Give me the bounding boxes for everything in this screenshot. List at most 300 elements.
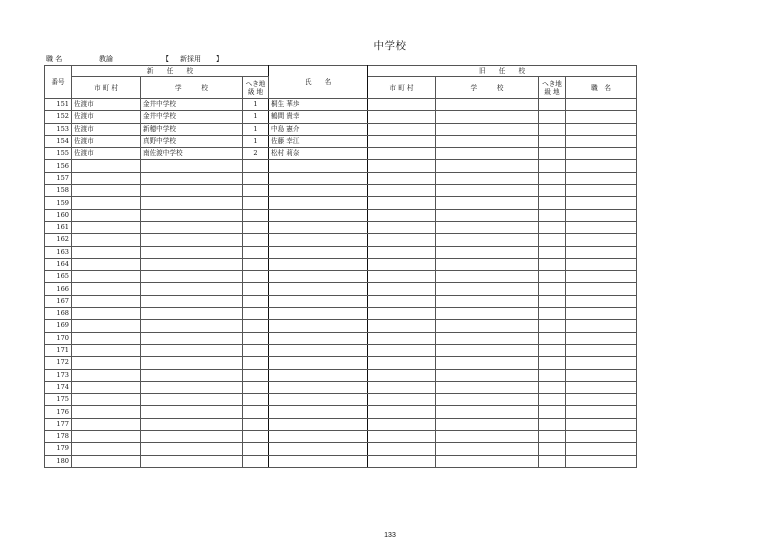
row-number: 171 (45, 344, 72, 356)
post-cell (566, 344, 637, 356)
old-city-cell (368, 197, 436, 209)
old-school-cell (436, 332, 539, 344)
table-row (45, 258, 637, 270)
old-city-cell (368, 394, 436, 406)
old-remote-grade-cell (539, 197, 566, 209)
header-new-remote-grade (243, 77, 269, 99)
name-cell (269, 283, 368, 295)
new-school-cell: 南佐渡中学校 (141, 148, 243, 160)
post-cell (566, 123, 637, 135)
row-number: 159 (45, 197, 72, 209)
new-school-cell (141, 172, 243, 184)
old-remote-grade-cell (539, 357, 566, 369)
name-cell (269, 332, 368, 344)
new-city-cell (72, 246, 141, 258)
row-number: 172 (45, 357, 72, 369)
old-remote-grade-cell (539, 406, 566, 418)
new-school-cell (141, 369, 243, 381)
old-city-cell (368, 99, 436, 111)
new-city-cell (72, 357, 141, 369)
old-school-cell (436, 381, 539, 393)
new-remote-grade-cell (243, 332, 269, 344)
row-number: 155 (45, 148, 72, 160)
post-cell (566, 283, 637, 295)
new-city-cell (72, 431, 141, 443)
old-school-cell (436, 357, 539, 369)
role-value: 教諭 (99, 55, 113, 63)
remote-line1: へき地 (245, 79, 266, 88)
post-cell (566, 418, 637, 430)
table-row (45, 172, 637, 184)
name-cell (269, 344, 368, 356)
old-city-cell (368, 443, 436, 455)
old-city-cell (368, 209, 436, 221)
name-cell: 佐藤 幸江 (269, 135, 368, 147)
old-remote-grade-cell (539, 209, 566, 221)
name-cell: 中島 憲介 (269, 123, 368, 135)
old-school-cell (436, 320, 539, 332)
new-city-cell: 佐渡市 (72, 111, 141, 123)
header-old-remote-grade (539, 77, 566, 99)
new-city-cell (72, 406, 141, 418)
old-school-cell (436, 172, 539, 184)
old-remote-grade-cell (539, 443, 566, 455)
old-city-cell (368, 246, 436, 258)
new-remote-grade-cell (243, 431, 269, 443)
new-school-cell (141, 431, 243, 443)
new-city-cell (72, 295, 141, 307)
row-number: 160 (45, 209, 72, 221)
table-row (45, 344, 637, 356)
old-remote-grade-cell (539, 418, 566, 430)
old-city-cell (368, 123, 436, 135)
old-city-cell (368, 320, 436, 332)
old-remote-grade-cell (539, 320, 566, 332)
table-row (45, 221, 637, 233)
name-cell (269, 185, 368, 197)
table-row (45, 99, 637, 111)
table-row (45, 135, 637, 147)
new-remote-grade-cell (243, 295, 269, 307)
table-row (45, 381, 637, 393)
post-cell (566, 431, 637, 443)
post-cell (566, 443, 637, 455)
new-remote-grade-cell (243, 271, 269, 283)
new-city-cell (72, 234, 141, 246)
new-remote-grade-cell (243, 381, 269, 393)
table-row (45, 197, 637, 209)
new-city-cell (72, 369, 141, 381)
new-city-cell (72, 443, 141, 455)
new-remote-grade-cell: 2 (243, 148, 269, 160)
new-city-cell (72, 308, 141, 320)
old-remote-grade-cell (539, 455, 566, 467)
old-city-cell (368, 308, 436, 320)
new-school-cell (141, 271, 243, 283)
new-school-cell: 金井中学校 (141, 111, 243, 123)
row-number: 167 (45, 295, 72, 307)
new-remote-grade-cell (243, 185, 269, 197)
new-city-cell (72, 283, 141, 295)
new-remote-grade-cell (243, 418, 269, 430)
new-city-cell (72, 160, 141, 172)
row-number: 162 (45, 234, 72, 246)
new-city-cell (72, 455, 141, 467)
old-remote-grade-cell (539, 394, 566, 406)
new-remote-grade-cell (243, 344, 269, 356)
new-remote-grade-cell (243, 443, 269, 455)
name-cell (269, 258, 368, 270)
new-school-cell (141, 295, 243, 307)
old-remote-grade-cell (539, 271, 566, 283)
new-school-cell (141, 234, 243, 246)
table-row (45, 308, 637, 320)
old-city-cell (368, 172, 436, 184)
table-row (45, 246, 637, 258)
new-remote-grade-cell (243, 406, 269, 418)
post-cell (566, 320, 637, 332)
new-city-cell (72, 320, 141, 332)
old-school-cell (436, 455, 539, 467)
post-cell (566, 172, 637, 184)
row-number: 175 (45, 394, 72, 406)
old-city-cell (368, 148, 436, 160)
old-school-cell (436, 431, 539, 443)
new-remote-grade-cell (243, 234, 269, 246)
row-number: 157 (45, 172, 72, 184)
new-school-cell (141, 455, 243, 467)
new-remote-grade-cell (243, 172, 269, 184)
old-remote-grade-cell (539, 160, 566, 172)
row-number: 156 (45, 160, 72, 172)
old-city-cell (368, 135, 436, 147)
new-remote-grade-cell (243, 357, 269, 369)
name-cell (269, 369, 368, 381)
table-row (45, 357, 637, 369)
new-city-cell (72, 185, 141, 197)
name-cell: 鶴間 貴幸 (269, 111, 368, 123)
name-cell (269, 308, 368, 320)
row-number: 151 (45, 99, 72, 111)
old-school-cell (436, 160, 539, 172)
name-cell (269, 197, 368, 209)
new-school-cell: 金井中学校 (141, 99, 243, 111)
row-number: 163 (45, 246, 72, 258)
table-row (45, 295, 637, 307)
old-remote-grade-cell (539, 344, 566, 356)
table-row (45, 160, 637, 172)
post-cell (566, 357, 637, 369)
post-cell (566, 369, 637, 381)
old-city-cell (368, 258, 436, 270)
new-city-cell (72, 271, 141, 283)
name-cell (269, 246, 368, 258)
old-remote-grade-cell (539, 123, 566, 135)
post-cell (566, 209, 637, 221)
old-city-cell (368, 295, 436, 307)
old-remote-grade-cell (539, 295, 566, 307)
new-remote-grade-cell (243, 209, 269, 221)
header-name: 氏 名 (269, 66, 368, 99)
old-school-cell (436, 246, 539, 258)
new-school-cell (141, 406, 243, 418)
old-city-cell (368, 221, 436, 233)
name-cell (269, 443, 368, 455)
old-city-cell (368, 369, 436, 381)
row-number: 154 (45, 135, 72, 147)
new-school-cell: 新穂中学校 (141, 123, 243, 135)
old-city-cell (368, 332, 436, 344)
old-school-cell (436, 406, 539, 418)
row-number: 158 (45, 185, 72, 197)
name-cell (269, 295, 368, 307)
old-remote-grade-cell (539, 221, 566, 233)
new-remote-grade-cell: 1 (243, 135, 269, 147)
post-cell (566, 381, 637, 393)
roster-table (44, 65, 637, 468)
old-city-cell (368, 455, 436, 467)
old-school-cell (436, 271, 539, 283)
old-city-cell (368, 283, 436, 295)
table-row (45, 332, 637, 344)
old-city-cell (368, 185, 436, 197)
table-row (45, 111, 637, 123)
old-school-cell (436, 123, 539, 135)
row-number: 152 (45, 111, 72, 123)
row-number: 178 (45, 431, 72, 443)
old-school-cell (436, 135, 539, 147)
post-cell (566, 197, 637, 209)
row-number: 168 (45, 308, 72, 320)
header-old-city: 市 町 村 (368, 77, 436, 99)
table-row (45, 283, 637, 295)
name-cell (269, 234, 368, 246)
old-remote-grade-cell (539, 332, 566, 344)
category-label: 新採用 (180, 55, 201, 63)
new-school-cell (141, 320, 243, 332)
row-number: 169 (45, 320, 72, 332)
post-cell (566, 308, 637, 320)
new-school-cell (141, 394, 243, 406)
new-remote-grade-cell (243, 394, 269, 406)
table-row (45, 271, 637, 283)
role-label: 職 名 (46, 55, 63, 63)
new-city-cell: 佐渡市 (72, 135, 141, 147)
new-remote-grade-cell: 1 (243, 111, 269, 123)
old-school-cell (436, 394, 539, 406)
table-row (45, 455, 637, 467)
new-city-cell (72, 258, 141, 270)
table-row (45, 185, 637, 197)
new-remote-grade-cell (243, 283, 269, 295)
new-school-cell (141, 221, 243, 233)
old-city-cell (368, 357, 436, 369)
old-remote-grade-cell (539, 258, 566, 270)
post-cell (566, 221, 637, 233)
old-remote-grade-cell (539, 431, 566, 443)
table-row (45, 431, 637, 443)
bracket-open: 【 (162, 55, 169, 63)
old-city-cell (368, 111, 436, 123)
new-city-cell (72, 197, 141, 209)
old-remote-grade-cell (539, 381, 566, 393)
post-cell (566, 111, 637, 123)
post-cell (566, 99, 637, 111)
table-row (45, 123, 637, 135)
header-new-city: 市 町 村 (72, 77, 141, 99)
post-cell (566, 406, 637, 418)
old-school-cell (436, 209, 539, 221)
header-new-school: 学 校 (141, 77, 243, 99)
post-cell (566, 295, 637, 307)
row-number: 174 (45, 381, 72, 393)
remote-line1: へき地 (542, 79, 562, 88)
new-city-cell (72, 332, 141, 344)
old-school-cell (436, 221, 539, 233)
name-cell (269, 381, 368, 393)
new-city-cell: 佐渡市 (72, 123, 141, 135)
old-school-cell (436, 99, 539, 111)
old-school-cell (436, 148, 539, 160)
name-cell: 桐生 華歩 (269, 99, 368, 111)
new-city-cell (72, 394, 141, 406)
old-remote-grade-cell (539, 111, 566, 123)
post-cell (566, 160, 637, 172)
new-remote-grade-cell (243, 160, 269, 172)
header-old-school: 学 校 (436, 77, 539, 99)
old-city-cell (368, 344, 436, 356)
new-school-cell (141, 357, 243, 369)
old-remote-grade-cell (539, 308, 566, 320)
new-remote-grade-cell (243, 246, 269, 258)
post-cell (566, 135, 637, 147)
row-number: 166 (45, 283, 72, 295)
new-school-cell (141, 258, 243, 270)
old-city-cell (368, 381, 436, 393)
header-old-school-group: 旧 任 校 (368, 66, 637, 77)
table-row (45, 148, 637, 160)
name-cell (269, 418, 368, 430)
new-city-cell: 佐渡市 (72, 148, 141, 160)
remote-line2: 級 地 (544, 87, 560, 96)
name-cell (269, 431, 368, 443)
row-number: 179 (45, 443, 72, 455)
new-school-cell (141, 197, 243, 209)
new-school-cell (141, 185, 243, 197)
old-school-cell (436, 111, 539, 123)
row-number: 177 (45, 418, 72, 430)
old-school-cell (436, 308, 539, 320)
table-row (45, 234, 637, 246)
row-number: 153 (45, 123, 72, 135)
table-row (45, 369, 637, 381)
name-cell (269, 172, 368, 184)
new-school-cell (141, 344, 243, 356)
post-cell (566, 148, 637, 160)
name-cell (269, 160, 368, 172)
old-remote-grade-cell (539, 185, 566, 197)
post-cell (566, 234, 637, 246)
new-city-cell (72, 172, 141, 184)
new-city-cell (72, 381, 141, 393)
old-remote-grade-cell (539, 135, 566, 147)
row-number: 173 (45, 369, 72, 381)
name-cell (269, 209, 368, 221)
new-school-cell (141, 381, 243, 393)
header-new-school-group: 新 任 校 (72, 66, 269, 77)
new-city-cell: 佐渡市 (72, 99, 141, 111)
post-cell (566, 271, 637, 283)
name-cell (269, 221, 368, 233)
new-school-cell (141, 160, 243, 172)
new-city-cell (72, 344, 141, 356)
new-school-cell (141, 332, 243, 344)
post-cell (566, 332, 637, 344)
post-cell (566, 185, 637, 197)
new-school-cell (141, 246, 243, 258)
old-school-cell (436, 197, 539, 209)
old-remote-grade-cell (539, 99, 566, 111)
page-title: 中学校 (373, 40, 407, 52)
header-number: 番号 (45, 66, 72, 99)
old-school-cell (436, 234, 539, 246)
name-cell (269, 320, 368, 332)
new-school-cell (141, 443, 243, 455)
new-school-cell (141, 209, 243, 221)
post-cell (566, 394, 637, 406)
table-row (45, 418, 637, 430)
new-city-cell (72, 209, 141, 221)
post-cell (566, 246, 637, 258)
new-city-cell (72, 221, 141, 233)
new-school-cell: 真野中学校 (141, 135, 243, 147)
remote-line2: 級 地 (247, 87, 264, 96)
row-number: 176 (45, 406, 72, 418)
new-remote-grade-cell: 1 (243, 99, 269, 111)
old-school-cell (436, 369, 539, 381)
old-school-cell (436, 295, 539, 307)
new-school-cell (141, 418, 243, 430)
new-remote-grade-cell (243, 308, 269, 320)
old-school-cell (436, 283, 539, 295)
new-remote-grade-cell: 1 (243, 123, 269, 135)
old-remote-grade-cell (539, 148, 566, 160)
new-remote-grade-cell (243, 197, 269, 209)
page-number: 133 (384, 532, 396, 539)
table-row (45, 394, 637, 406)
name-cell (269, 271, 368, 283)
old-city-cell (368, 431, 436, 443)
name-cell (269, 357, 368, 369)
old-remote-grade-cell (539, 283, 566, 295)
new-city-cell (72, 418, 141, 430)
row-number: 161 (45, 221, 72, 233)
old-remote-grade-cell (539, 172, 566, 184)
old-school-cell (436, 443, 539, 455)
new-remote-grade-cell (243, 455, 269, 467)
old-city-cell (368, 234, 436, 246)
name-cell (269, 394, 368, 406)
old-school-cell (436, 344, 539, 356)
old-city-cell (368, 271, 436, 283)
row-number: 180 (45, 455, 72, 467)
header-post: 職 名 (566, 77, 637, 99)
old-school-cell (436, 258, 539, 270)
bracket-close: 】 (216, 55, 223, 63)
table-row (45, 209, 637, 221)
row-number: 170 (45, 332, 72, 344)
name-cell (269, 455, 368, 467)
